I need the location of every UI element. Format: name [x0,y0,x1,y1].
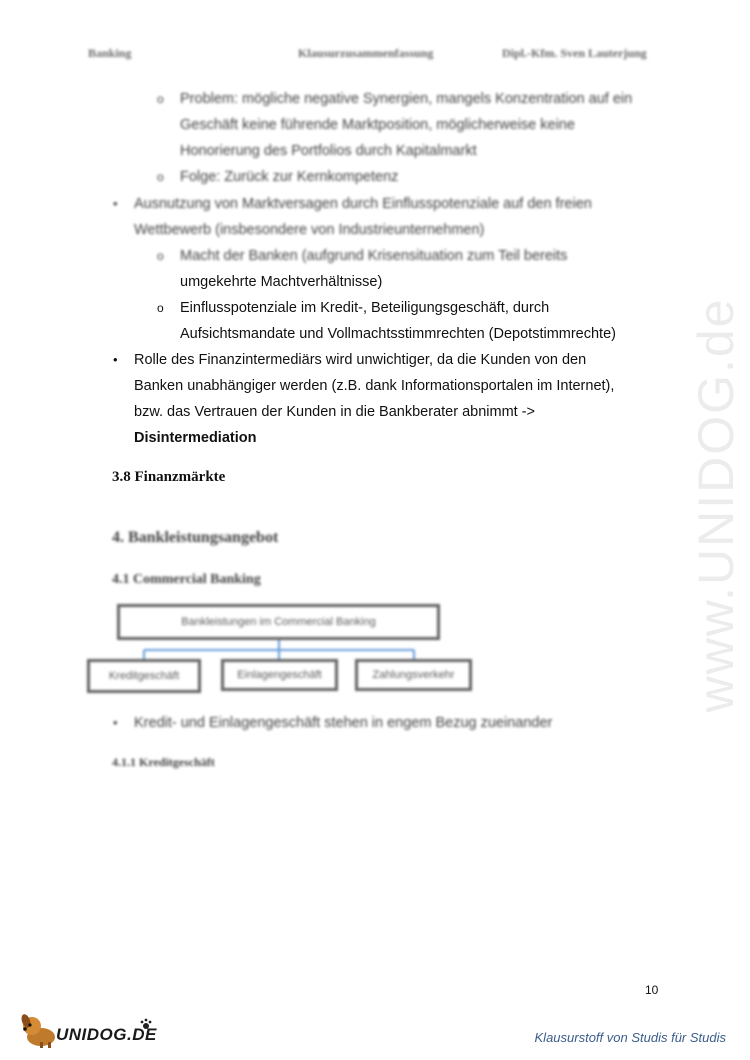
bullet-dot: • [113,715,118,730]
heading-4-1: 4.1 Commercial Banking [112,572,261,587]
text-line: Rolle des Finanzintermediärs wird unwichtiger, da die Kunden von den [134,352,587,368]
diagram-child-box: Zahlungsverkehr [355,659,472,691]
circle-bullet: o [157,249,164,263]
circle-bullet: o [157,92,164,106]
diagram-child-box: Kreditgeschäft [87,659,201,693]
text-line: Kredit- und Einlagengeschäft stehen in engem Bezug zueinander [134,715,553,731]
header-right: Dipl.-Kfm. Sven Lauterjung [502,46,647,60]
text-line: bzw. das Vertrauen der Kunden in die Bankberater abnimmt -> [134,404,536,420]
watermark: www.UNIDOG.de [688,297,744,713]
header-left: Banking [88,46,132,60]
text-line: Macht der Banken (aufgrund Krisensituation zum Teil bereits [180,248,568,264]
heading-4: 4. Bankleistungsangebot [112,529,279,546]
logo-text: UNIDOG.DE [56,1025,157,1044]
heading-4-1-1: 4.1.1 Kreditgeschäft [112,755,215,769]
dog-icon [20,1013,60,1049]
text-line: Geschäft keine führende Marktposition, möglicherweise keine [180,117,575,133]
text-line: Einflusspotenziale im Kredit-, Beteiligungsgeschäft, durch [180,300,550,316]
footer-tagline: Klausurstoff von Studis für Studis [534,1030,726,1045]
text-line: Aufsichtsmandate und Vollmachtsstimmrechten (Depotstimmrechte) [180,326,616,342]
bullet-dot: • [113,352,118,367]
text-line: umgekehrte Machtverhältnisse) [180,274,383,290]
circle-bullet: o [157,170,164,184]
circle-bullet: o [157,301,164,315]
diagram-child-box: Einlagengeschäft [221,659,338,691]
text-line: Ausnutzung von Marktversagen durch Einflusspotenziale auf den freien [134,196,592,212]
text-line: Honorierung des Portfolios durch Kapitalmarkt [180,143,477,159]
text-line: Wettbewerb (insbesondere von Industrieunternehmen) [134,222,485,238]
text-line: Banken unabhängiger werden (z.B. dank Informationsportalen im Internet), [134,378,615,394]
diagram-root-box: Bankleistungen im Commercial Banking [117,604,440,640]
text-line: Folge: Zurück zur Kernkompetenz [180,169,399,185]
text-line-bold: Disintermediation [134,430,257,446]
page-number: 10 [645,983,659,997]
text-line: Problem: mögliche negative Synergien, mangels Konzentration auf ein [180,91,633,107]
bullet-dot: • [113,196,118,211]
heading-3-8: 3.8 Finanzmärkte [112,469,226,485]
header-center: Klausurzusammenfassung [298,46,434,60]
